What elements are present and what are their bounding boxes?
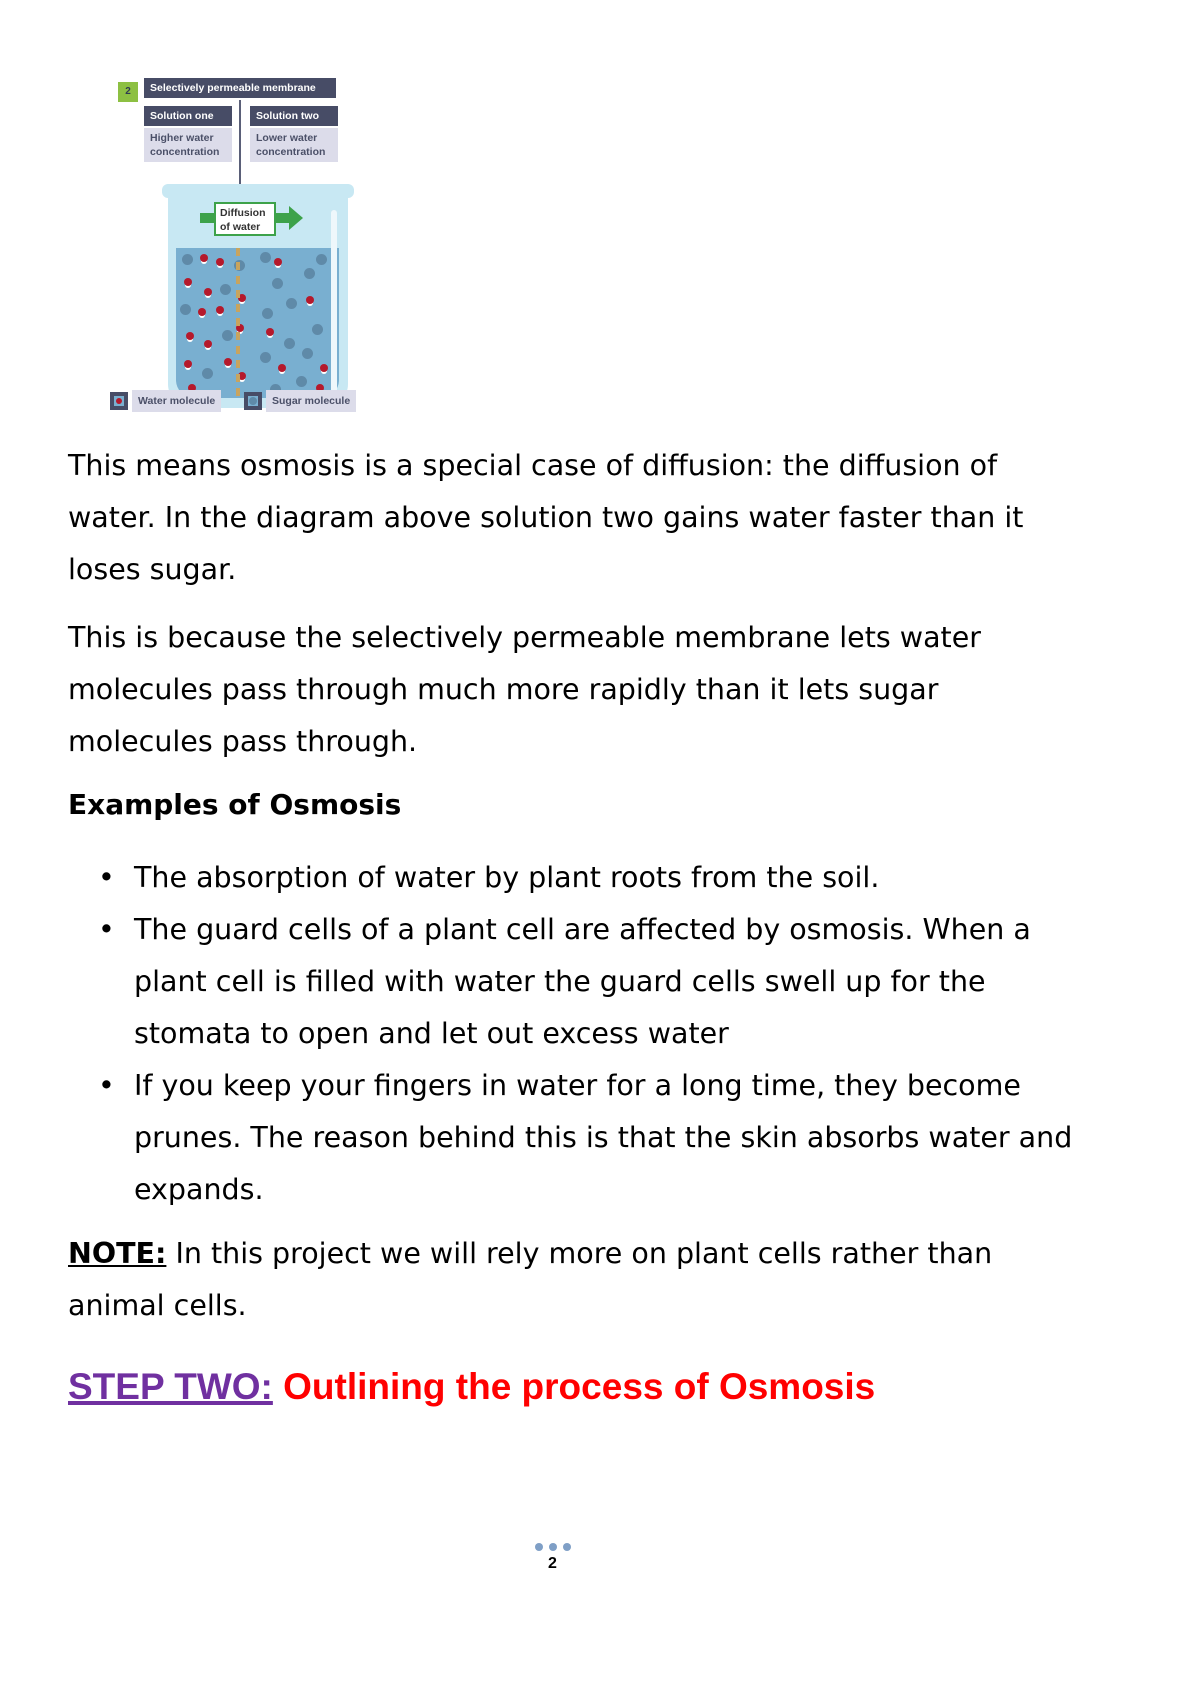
- legend-water: [110, 390, 221, 412]
- step-title: Outlining the process of Osmosis: [272, 1366, 876, 1407]
- diffusion-arrow-tail: [200, 213, 214, 223]
- diffusion-label-line2: of water: [220, 221, 261, 233]
- solution-one-desc-line2: concentration: [150, 146, 220, 158]
- legend-water-label: Water molecule: [132, 390, 221, 412]
- legend-sugar: [244, 390, 356, 412]
- solution-two-desc-line2: concentration: [256, 146, 326, 158]
- beaker-liquid: [176, 248, 339, 398]
- bullet-icon: •: [98, 861, 115, 894]
- measuring-tube: [331, 210, 337, 398]
- step-badge: 2: [118, 82, 138, 102]
- water-molecule-icon: [110, 392, 128, 410]
- footer-dots-icon: [535, 1543, 571, 1551]
- examples-list: [68, 852, 1078, 1216]
- examples-heading: Examples of Osmosis: [68, 788, 402, 821]
- solution-two-desc: [250, 128, 338, 162]
- list-item: [68, 904, 1078, 1060]
- list-item-text: The guard cells of a plant cell are affected by osmosis. When a plant cell is filled with water the guard cells swell up for the stomata to open and let out excess water: [134, 913, 1031, 1050]
- osmosis-diagram: [118, 78, 398, 448]
- paragraph-osmosis-definition: This means osmosis is a special case of diffusion: the diffusion of water. In the diagram above solution two gains water faster than it loses sugar.: [68, 449, 1024, 586]
- step-heading: [68, 1366, 875, 1408]
- legend-sugar-label: Sugar molecule: [266, 390, 356, 412]
- diffusion-label: [214, 202, 276, 236]
- solution-one-title: Solution one: [144, 106, 232, 126]
- sugar-molecule-icon: [244, 392, 262, 410]
- list-item-text: The absorption of water by plant roots from the soil.: [134, 861, 880, 894]
- diffusion-label-line1: Diffusion: [220, 207, 266, 219]
- solution-one-desc-line1: Higher water: [150, 132, 214, 144]
- note-text: In this project we will rely more on plant cells rather than animal cells.: [68, 1237, 993, 1322]
- membrane-label: Selectively permeable membrane: [144, 78, 336, 98]
- solution-two-desc-line1: Lower water: [256, 132, 318, 144]
- bullet-icon: •: [98, 1069, 115, 1102]
- page-number: 2: [548, 1555, 557, 1572]
- list-item: [68, 852, 1078, 904]
- bullet-icon: •: [98, 913, 115, 946]
- note-label: NOTE:: [68, 1237, 167, 1270]
- list-item-text: If you keep your fingers in water for a long time, they become prunes. The reason behind this is that the skin absorbs water and expands.: [134, 1069, 1073, 1206]
- step-label: STEP TWO:: [68, 1366, 273, 1407]
- list-item: [68, 1060, 1078, 1216]
- note-paragraph: [68, 1228, 1068, 1332]
- solution-two-title: Solution two: [250, 106, 338, 126]
- diffusion-arrow-shaft: [276, 213, 290, 223]
- paragraph-membrane-explanation: This is because the selectively permeable membrane lets water molecules pass through much more rapidly than it lets sugar molecules pass through.: [68, 621, 981, 758]
- solution-one-desc: [144, 128, 232, 162]
- membrane-dashed-line: [236, 248, 240, 398]
- arrow-right-icon: [289, 206, 303, 230]
